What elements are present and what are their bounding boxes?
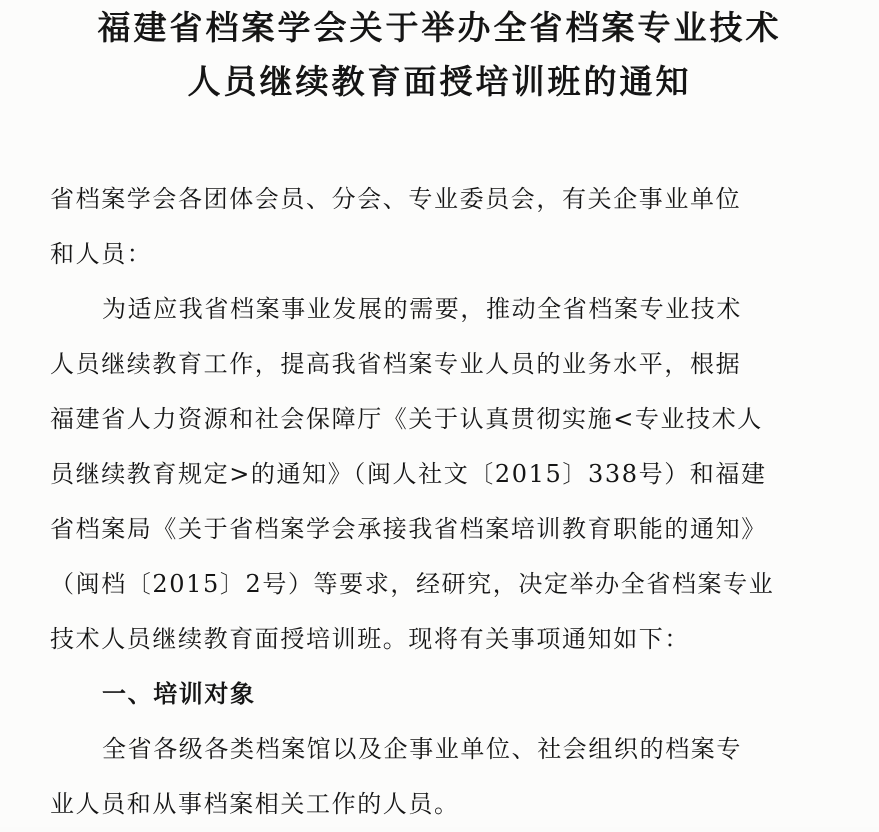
section-1-line-2: 业人员和从事档案相关工作的人员。 [50, 790, 460, 818]
paragraph-1-line-5: 省档案局《关于省档案学会承接我省档案培训教育职能的通知》 [50, 515, 767, 543]
paragraph-1-line-7: 技术人员继续教育面授培训班。现将有关事项通知如下： [50, 625, 690, 653]
section-1-line-1: 全省各级各类档案馆以及企事业单位、社会组织的档案专 [102, 735, 742, 763]
paragraph-1-line-4: 员继续教育规定>的通知》（闽人社文〔2015〕338号）和福建 [50, 460, 767, 488]
paragraph-1-line-3: 福建省人力资源和社会保障厅《关于认真贯彻实施<专业技术人 [50, 405, 763, 433]
paragraph-1-line-1: 为适应我省档案事业发展的需要，推动全省档案专业技术 [102, 295, 742, 323]
paragraph-1-line-2: 人员继续教育工作，提高我省档案专业人员的业务水平，根据 [50, 350, 742, 378]
document-title-line-1: 福建省档案学会关于举办全省档案专业技术 [97, 8, 782, 47]
document-title-line-2: 人员继续教育面授培训班的通知 [187, 62, 692, 101]
salutation-line-2: 和人员： [50, 240, 153, 268]
document-body [50, 172, 840, 832]
paragraph-1-line-6: （闽档〔2015〕2号）等要求，经研究，决定举办全省档案专业 [50, 570, 775, 598]
salutation-line-1: 省档案学会各团体会员、分会、专业委员会，有关企事业单位 [50, 185, 742, 213]
section-1-heading: 一、培训对象 [102, 680, 256, 708]
